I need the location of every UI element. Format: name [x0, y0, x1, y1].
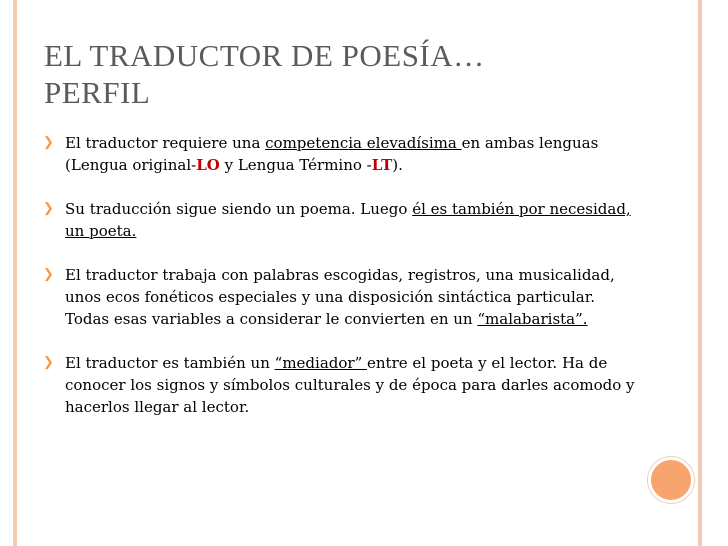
bullet-marker-icon: ❯: [43, 135, 54, 150]
bullet-marker-icon: ❯: [43, 201, 54, 216]
bullet-4-text-b: entre el poeta y el lector. Ha de conocer los signos y símbolos culturales y de época para darles acomodo y hacerlos llegar al lector.: [65, 354, 635, 416]
bullet-2-underlined: él es también por necesidad, un poeta.: [65, 200, 631, 240]
bullet-1-lo: LO: [196, 156, 220, 174]
bullet-1-text-a: El traductor requiere una: [65, 134, 266, 152]
bullet-1-text-c: y Lengua Término -: [219, 156, 372, 174]
bullet-1-lt: LT: [371, 156, 393, 174]
slide-title: [44, 37, 644, 111]
right-decorative-rule: [698, 0, 702, 546]
title-line-2: PERFIL: [44, 75, 151, 110]
bullet-2-text-a: Su traducción sigue siendo un poema. Luego: [65, 200, 413, 218]
bullet-1-underlined: competencia elevadísima: [265, 134, 462, 152]
bullet-marker-icon: ❯: [43, 355, 54, 370]
left-decorative-rule: [13, 0, 17, 546]
bullet-list: [43, 132, 643, 440]
bullet-3-underlined: “malabarista”.: [477, 310, 588, 328]
title-line-1: EL TRADUCTOR DE POESÍA…: [44, 38, 485, 73]
bullet-item-2: [43, 198, 643, 242]
bullet-marker-icon: ❯: [43, 267, 54, 282]
bullet-item-3: [43, 264, 643, 330]
bullet-4-underlined: “mediador”: [274, 354, 368, 372]
bullet-1-text-b: en ambas lenguas (Lengua original-: [65, 134, 599, 174]
bullet-3-text-a: El traductor trabaja con palabras escogidas, registros, una musicalidad, unos ecos fonéticos especiales y una disposición sintáctica particular. Todas esas variables a considerar le convierten en un: [65, 266, 615, 328]
decorative-circle: [648, 457, 694, 503]
bullet-item-1: [43, 132, 643, 176]
bullet-item-4: [43, 352, 643, 418]
bullet-1-text-d: ).: [392, 156, 403, 174]
bullet-4-text-a: El traductor es también un: [65, 354, 275, 372]
